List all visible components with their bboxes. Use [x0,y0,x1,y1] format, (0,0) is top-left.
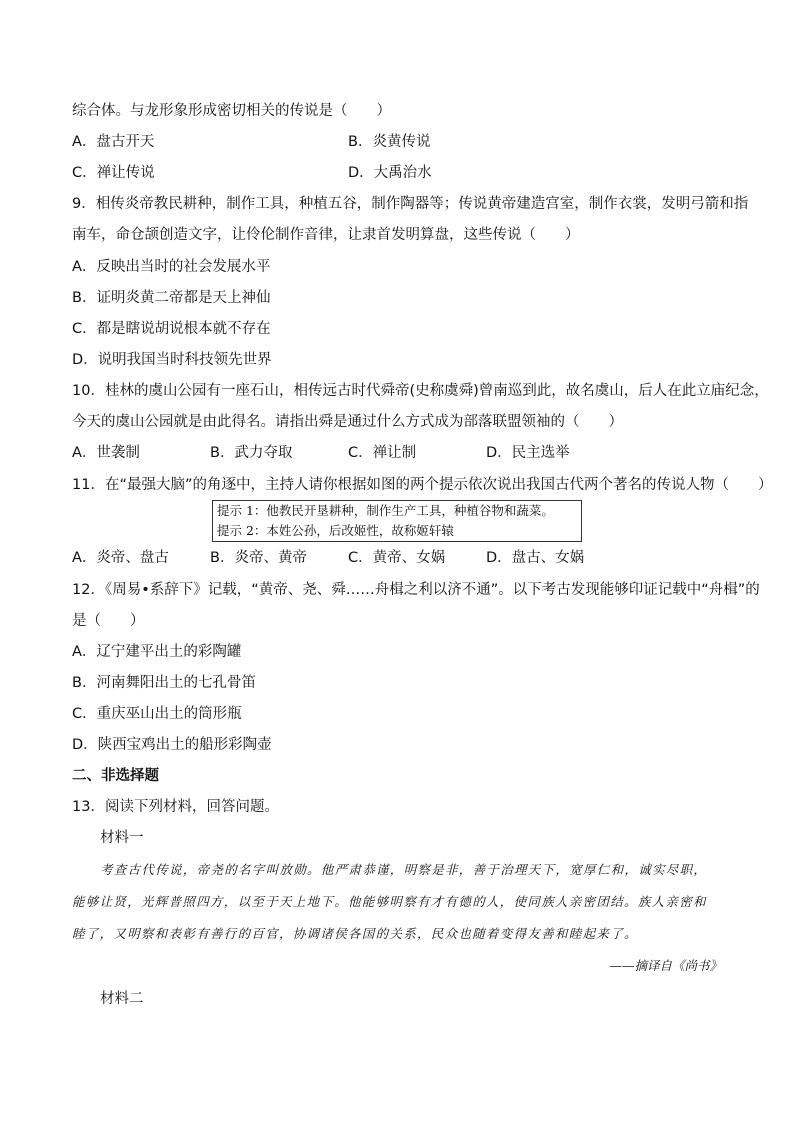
q11-option-a: A．炎帝、盘古 [72,550,169,566]
q13-stem: 13．阅读下列材料，回答问题。 [72,799,279,815]
q8-option-b: B．炎黄传说 [348,134,431,150]
q12-option-c: C．重庆巫山出土的筒形瓶 [72,706,242,722]
hint-1: 提示 1：他教民开垦耕种，制作生产工具，种植谷物和蔬菜。 [217,503,554,518]
q12-stem-line2: 是（ ） [72,613,145,629]
q12-option-a: A．辽宁建平出土的彩陶罐 [72,644,242,660]
q12-stem-line1: 12．《周易•系辞下》记载，“黄帝、尧、舜……舟楫之利以济不通”。以下考古发现能够印证记载中“舟楫”的 [72,582,760,598]
q9-option-c: C．都是瞎说胡说根本就不存在 [72,321,271,337]
q11-option-c: C．黄帝、女娲 [348,550,446,566]
material1-label: 材料一 [100,830,144,846]
q12-option-d: D．陕西宝鸡出土的船形彩陶壶 [72,737,272,753]
q9-stem-line1: 9．相传炎帝教民耕种，制作工具，种植五谷，制作陶器等；传说黄帝建造宫室，制作衣裳，发明弓箭和指 [72,196,749,212]
q9-option-d: D．说明我国当时科技领先世界 [72,352,272,368]
q9-option-b: B．证明炎黄二帝都是天上神仙 [72,290,271,306]
q10-option-b: B．武力夺取 [210,445,293,461]
material1-line3: 睦了，又明察和表彰有善行的百官，协调诸侯各国的关系，民众也随着变得友善和睦起来了。 [72,926,638,941]
q8-option-a: A．盘古开天 [72,134,155,150]
q12-option-b: B．河南舞阳出土的七孔骨笛 [72,675,256,691]
material1-line1: 考查古代传说，帝尧的名字叫放勋。他严肃恭谨，明察是非，善于治理天下，宽厚仁和，诚实尽职， [100,862,708,877]
q8-stem: 综合体。与龙形象形成密切相关的传说是（ ） [72,103,391,119]
material1-source: ——摘译自《尚书》 [609,958,722,973]
q10-stem-line1: 10．桂林的虞山公园有一座石山，相传远古时代舜帝(史称虞舜)曾南巡到此，故名虞山，后人在此立庙纪念， [72,383,769,399]
q8-option-d: D．大禹治水 [348,165,432,181]
material1-line2: 能够让贤，光辉普照四方，以至于天上地下。他能够明察有才有德的人，使同族人亲密团结。族人亲密和 [72,894,707,909]
q10-option-c: C．禅让制 [348,445,417,461]
hint-2: 提示 2：本姓公孙，后改姬性，故称姬轩辕 [217,523,454,538]
q11-stem: 11．在“最强大脑”的角逐中，主持人请你根据如图的两个提示依次说出我国古代两个著名的传说人物（ ） [72,477,773,493]
q10-stem-line2: 今天的虞山公园就是由此得名。请指出舜是通过什么方式成为部落联盟领袖的（ ） [72,414,623,430]
material2-label: 材料二 [100,991,144,1007]
q9-stem-line2: 南车，命仓颉创造文字，让伶伦制作音律，让隶首发明算盘，这些传说（ ） [72,227,580,243]
q8-option-c: C．禅让传说 [72,165,155,181]
q10-option-d: D．民主选举 [486,445,570,461]
hint-box [212,500,582,542]
q9-option-a: A．反映出当时的社会发展水平 [72,259,271,275]
section-title: 二、非选择题 [72,768,159,784]
q11-option-b: B．炎帝、黄帝 [210,550,307,566]
q10-option-a: A．世袭制 [72,445,140,461]
q11-option-d: D．盘古、女娲 [486,550,585,566]
